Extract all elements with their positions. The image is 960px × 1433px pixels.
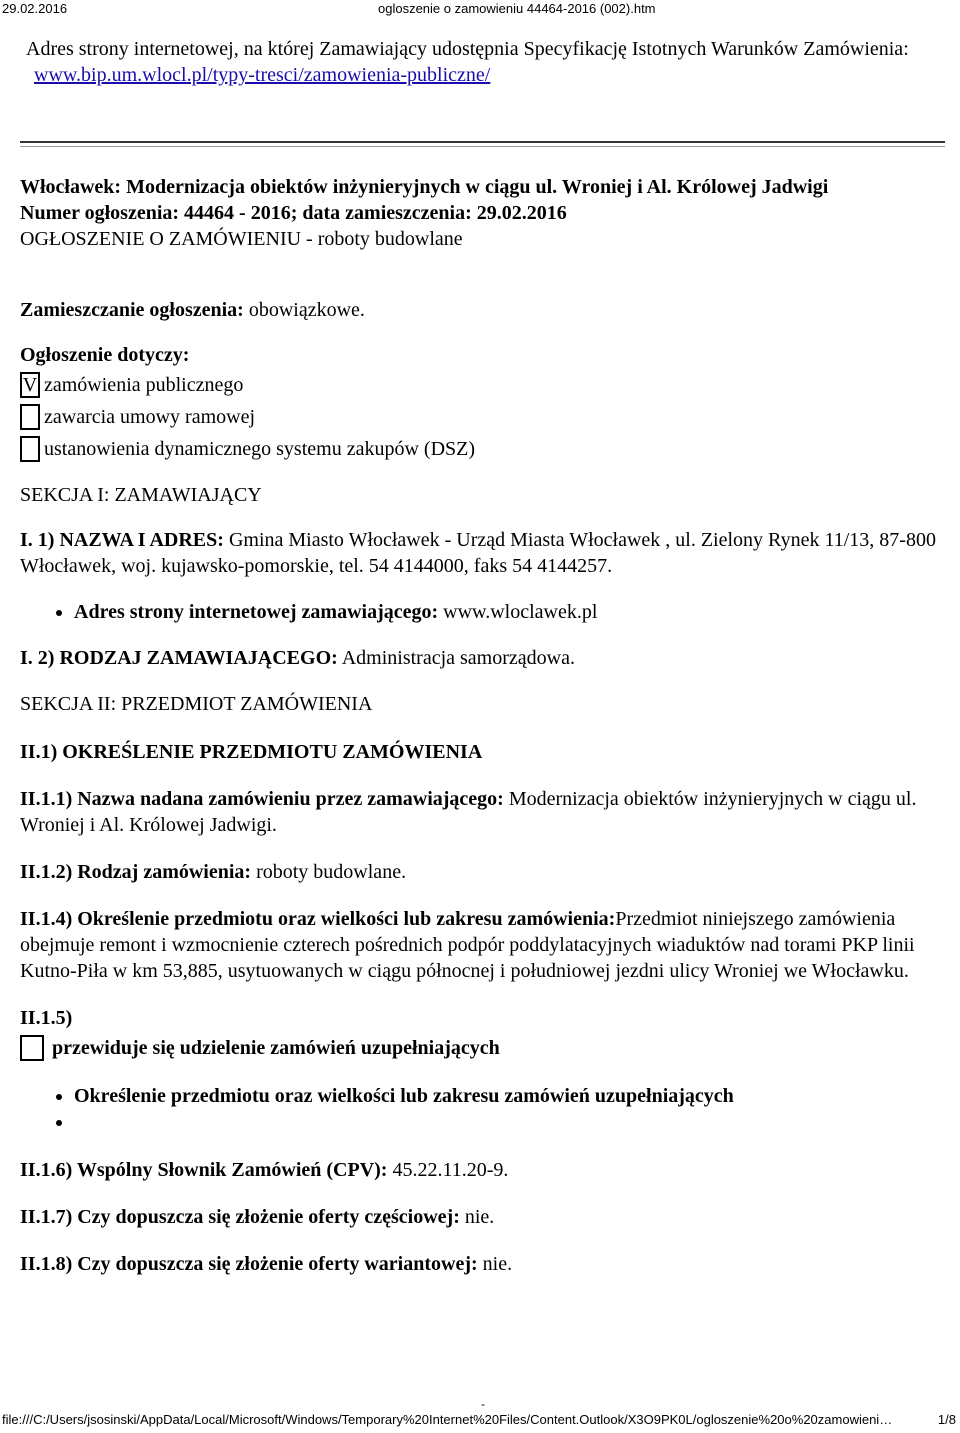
ii17-value: nie.: [464, 1206, 495, 1228]
supplementary-list: [20, 1083, 938, 1135]
ii17-label: II.1.7) Czy dopuszcza się złożenie oferty częściowej:: [20, 1206, 460, 1228]
checkbox-label: ustanowienia dynamicznego systemu zakupów (DSZ): [44, 438, 476, 460]
footer-dash: -: [481, 1397, 485, 1411]
checkbox-label: zamówienia publicznego: [44, 374, 244, 396]
ii12-value: roboty budowlane.: [256, 861, 407, 883]
header-title: ogloszenie o zamowieniu 44464-2016 (002).htm: [378, 1, 656, 16]
header-date: 29.02.2016: [2, 1, 68, 16]
www-label: Adres strony internetowej zamawiającego:: [74, 601, 439, 623]
i2-label: I. 2) RODZAJ ZAMAWIAJĄCEGO:: [20, 647, 338, 669]
ii14-label: II.1.4) Określenie przedmiotu oraz wielkości lub zakresu zamówienia:: [20, 908, 616, 930]
checkbox-supplementary: [20, 1035, 44, 1061]
checkbox-row: [20, 434, 938, 464]
document-body: [20, 36, 938, 88]
i1-label: I. 1) NAZWA I ADRES:: [20, 529, 224, 551]
i2-value: Administracja samorządowa.: [341, 647, 575, 669]
notice-type: OGŁOSZENIE O ZAMÓWIENIU - roboty budowlane: [20, 228, 463, 250]
ii12-label: II.1.2) Rodzaj zamówienia:: [20, 861, 252, 883]
concerns-label: Ogłoszenie dotyczy:: [20, 344, 190, 366]
ii18-value: nie.: [482, 1253, 513, 1275]
checkbox-framework: [20, 404, 40, 430]
ii14-value: Przedmiot niniejszego zamówienia obejmuje remont i wzmocnienie czterech pośrednich podpór poddylatacyjnych wiaduktów nad torami PKP linii Kutno-Piła w km 53,885, usytuowanych w ciągu północnej i południowej jezdni ulicy Wroniej we Włocławku.: [20, 908, 915, 982]
checkbox-dsz: [20, 436, 40, 462]
placement-value: obowiązkowe.: [248, 299, 365, 321]
list-item: [74, 1109, 938, 1135]
ii16-value: 45.22.11.20-9.: [392, 1159, 509, 1181]
ii16-label: II.1.6) Wspólny Słownik Zamówień (CPV):: [20, 1159, 388, 1181]
i1-value: Gmina Miasto Włocławek - Urząd Miasta Włocławek , ul. Zielony Rynek 11/13, 87-800 Włocławek, woj. kujawsko-pomorskie, tel. 54 4144000, faks 54 4144257.: [20, 529, 936, 577]
print-footer: [0, 1397, 960, 1432]
ii11-value: Modernizacja obiektów inżynieryjnych w ciągu ul. Wroniej i Al. Królowej Jadwigi.: [20, 788, 917, 836]
footer-page-number: 1/8: [937, 1412, 956, 1427]
checkbox-row: [20, 1033, 938, 1063]
checkbox-row: [20, 370, 938, 400]
notice-number: Numer ogłoszenia: 44464 - 2016; data zamieszczenia: 29.02.2016: [20, 202, 567, 224]
ii18-label: II.1.8) Czy dopuszcza się złożenie oferty wariantowej:: [20, 1253, 478, 1275]
ii11-label: II.1.1) Nazwa nadana zamówieniu przez zamawiającego:: [20, 788, 504, 810]
checkbox-label: zawarcia umowy ramowej: [44, 406, 256, 428]
intro-text: Adres strony internetowej, na której Zamawiający udostępnia Specyfikację Istotnych Warunków Zamówienia:: [26, 38, 909, 60]
www-value: www.wloclawek.pl: [443, 601, 598, 623]
notice-title: Włocławek: Modernizacja obiektów inżynieryjnych w ciągu ul. Wroniej i Al. Królowej Jadwigi: [20, 176, 829, 198]
checkbox-row: [20, 402, 938, 432]
specification-link[interactable]: www.bip.um.wlocl.pl/typy-tresci/zamowienia-publiczne/: [34, 64, 491, 86]
section1-heading: SEKCJA I: ZAMAWIAJĄCY: [20, 484, 262, 506]
ii15-label: II.1.5): [20, 1007, 73, 1029]
supplementary-label: przewiduje się udzielenie zamówień uzupełniających: [52, 1037, 500, 1059]
www-list: [20, 599, 938, 625]
list-item: [74, 599, 938, 625]
placement-label: Zamieszczanie ogłoszenia:: [20, 299, 244, 321]
list-item: [74, 1083, 938, 1109]
ii1-heading: II.1) OKREŚLENIE PRZEDMIOTU ZAMÓWIENIA: [20, 741, 483, 763]
section2-heading: SEKCJA II: PRZEDMIOT ZAMÓWIENIA: [20, 693, 373, 715]
notice-block: [20, 174, 938, 1277]
footer-path: file:///C:/Users/jsosinski/AppData/Local/Microsoft/Windows/Temporary%20Internet%20Files/Content.Outlook/X3O9PK0L/ogloszenie%20o%20zamowieni…: [2, 1412, 893, 1427]
supplementary-scope-label: Określenie przedmiotu oraz wielkości lub zakresu zamówień uzupełniających: [74, 1085, 734, 1107]
checkbox-public-contract: V: [20, 372, 40, 398]
print-header: [0, 0, 960, 22]
separator-rule: [20, 141, 945, 147]
